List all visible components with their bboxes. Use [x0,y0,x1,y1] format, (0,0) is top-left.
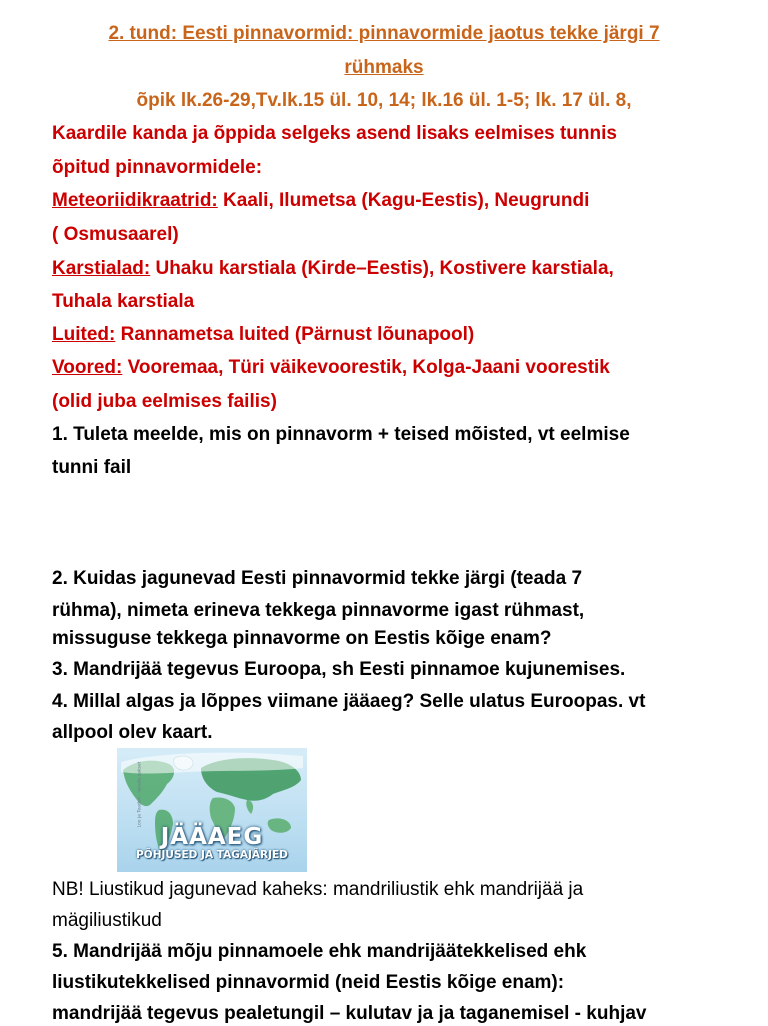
instruction-line: õpitud pinnavormidele: [52,157,263,178]
glacier-note-continued: mägiliustikud [52,910,162,931]
question-1: 1. Tuleta meelde, mis on pinnavorm + teised mõisted, vt eelmise [52,424,630,445]
question-4-continued: allpool olev kaart. [52,722,213,743]
question-5-continued: mandrijää tegevus pealetungil – kulutav ja ja taganemisel - kuhjav [52,1003,647,1024]
dunes-line [52,323,474,347]
question-1-continued: tunni fail [52,457,132,478]
image-title: JÄÄAEG [160,824,264,850]
drumlins-note: (olid juba eelmises failis) [52,391,277,412]
question-5: 5. Mandrijää mõju pinnamoele ehk mandrijäätekkelised ehk [52,941,587,962]
lesson-title-continued: rühmaks [344,57,424,78]
image-subtitle: PÕHJUSED JA TAGAJÄRJED [136,849,288,861]
question-3: 3. Mandrijää tegevus Euroopa, sh Eesti pinnamoe kujunemises. [52,659,626,680]
lesson-title: 2. tund: Eesti pinnavormid: pinnavormide jaotus tekke järgi 7 [108,23,660,44]
question-2-continued: missuguse tekkega pinnavorme on Eestis kõige enam? [52,628,552,649]
meteor-craters-label: Meteoriidikraatrid: [52,190,218,211]
karst-areas-continued: Tuhala karstiala [52,291,195,312]
karst-areas-list: Uhaku karstiala (Kirde–Eestis), Kostivere karstiala, [150,258,614,279]
instruction-line: Kaardile kanda ja õppida selgeks asend lisaks eelmises tunnis [52,123,617,144]
question-2: 2. Kuidas jagunevad Eesti pinnavormid tekke järgi (teada 7 [52,568,583,589]
dunes-list: Rannametsa luited (Pärnust lõunapool) [115,324,475,345]
drumlins-list: Vooremaa, Türi väikevoorestik, Kolga-Jaani voorestik [122,357,610,378]
meteor-craters-line [52,189,589,213]
drumlins-label: Voored: [52,357,123,378]
question-4: 4. Millal algas ja lõppes viimane jääaeg? Selle ulatus Euroopas. vt [52,691,646,712]
textbook-references: õpik lk.26-29,Tv.lk.15 ül. 10, 14; lk.16 ül. 1-5; lk. 17 ül. 8, [136,90,632,111]
drumlins-line [52,356,610,380]
meteor-craters-list: Kaali, Ilumetsa (Kagu-Eestis), Neugrundi [217,190,590,211]
question-5-continued: liustikutekkelised pinnavormid (neid Eestis kõige enam): [52,972,565,993]
ice-age-map-image [117,748,307,872]
karst-areas-line [52,257,614,281]
question-2-continued: rühma), nimeta erineva tekkega pinnavorme igast rühmast, [52,600,585,621]
karst-areas-label: Karstialad: [52,258,151,279]
image-credit: Loo ja Teadus - lakadu.sakset [137,761,143,828]
glacier-note: NB! Liustikud jagunevad kaheks: mandriliustik ehk mandrijää ja [52,879,584,900]
meteor-craters-continued: ( Osmusaarel) [52,224,179,245]
dunes-label: Luited: [52,324,116,345]
